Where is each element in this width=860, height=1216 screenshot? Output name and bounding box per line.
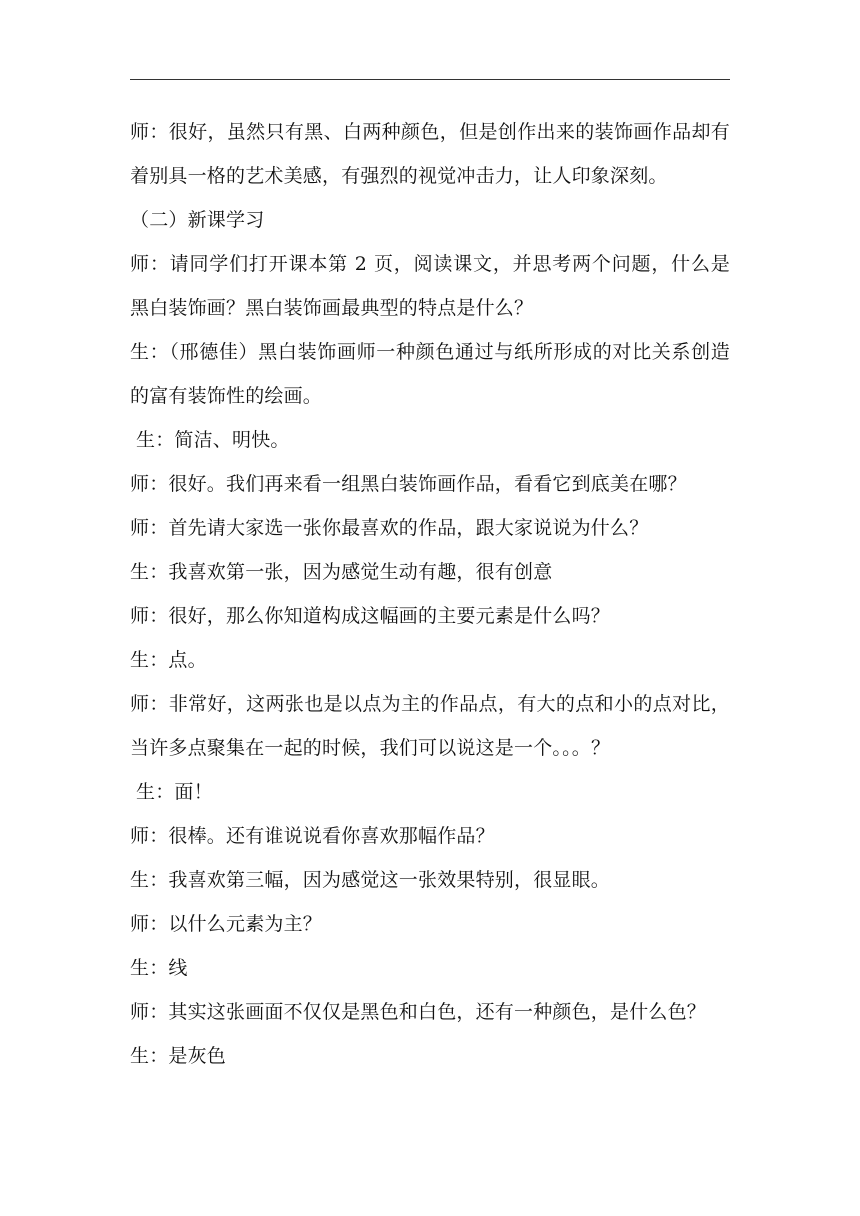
paragraph-student-8: 生：是灰色 xyxy=(130,1045,227,1067)
paragraph-teacher-7: 师：很棒。还有谁说说看你喜欢那幅作品？ xyxy=(130,825,495,847)
paragraph-teacher-1: 师：很好，虽然只有黑、白两种颜色，但是创作出来的装饰画作品却有着别具一格的艺术美感，有强烈的视觉冲击力，让人印象深刻。 xyxy=(130,121,730,187)
paragraph-student-5: 生：面！ xyxy=(136,781,213,803)
paragraph-teacher-8: 师：以什么元素为主？ xyxy=(130,913,323,935)
header-rule xyxy=(130,79,730,80)
paragraph-teacher-6: 师：非常好，这两张也是以点为主的作品点，有大的点和小的点对比，当许多点聚集在一起的时候，我们可以说这是一个。。。？ xyxy=(130,693,730,759)
paragraph-student-6: 生：我喜欢第三幅，因为感觉这一张效果特别，很显眼。 xyxy=(130,869,611,891)
paragraph-student-7: 生：线 xyxy=(130,957,188,979)
paragraph-teacher-4: 师：首先请大家选一张你最喜欢的作品，跟大家说说为什么？ xyxy=(130,517,649,539)
paragraph-teacher-5: 师：很好，那么你知道构成这幅画的主要元素是什么吗？ xyxy=(130,605,611,627)
paragraph-teacher-9: 师：其实这张画面不仅仅是黑色和白色，还有一种颜色，是什么色？ xyxy=(130,1001,707,1023)
paragraph-student-4: 生：点。 xyxy=(130,649,207,671)
paragraph-student-1: 生：（邢德佳）黑白装饰画师一种颜色通过与纸所形成的对比关系创造的富有装饰性的绘画。 xyxy=(130,341,730,407)
document-body xyxy=(130,110,730,1078)
paragraph-student-3: 生：我喜欢第一张，因为感觉生动有趣，很有创意 xyxy=(130,561,553,583)
paragraph-teacher-3: 师：很好。我们再来看一组黑白装饰画作品，看看它到底美在哪？ xyxy=(130,473,687,495)
section-heading-new-lesson: （二）新课学习 xyxy=(130,209,265,231)
paragraph-student-2: 生：简洁、明快。 xyxy=(136,429,290,451)
paragraph-teacher-2: 师：请同学们打开课本第 2 页，阅读课文，并思考两个问题，什么是黑白装饰画？黑白装饰画最典型的特点是什么？ xyxy=(130,253,730,319)
